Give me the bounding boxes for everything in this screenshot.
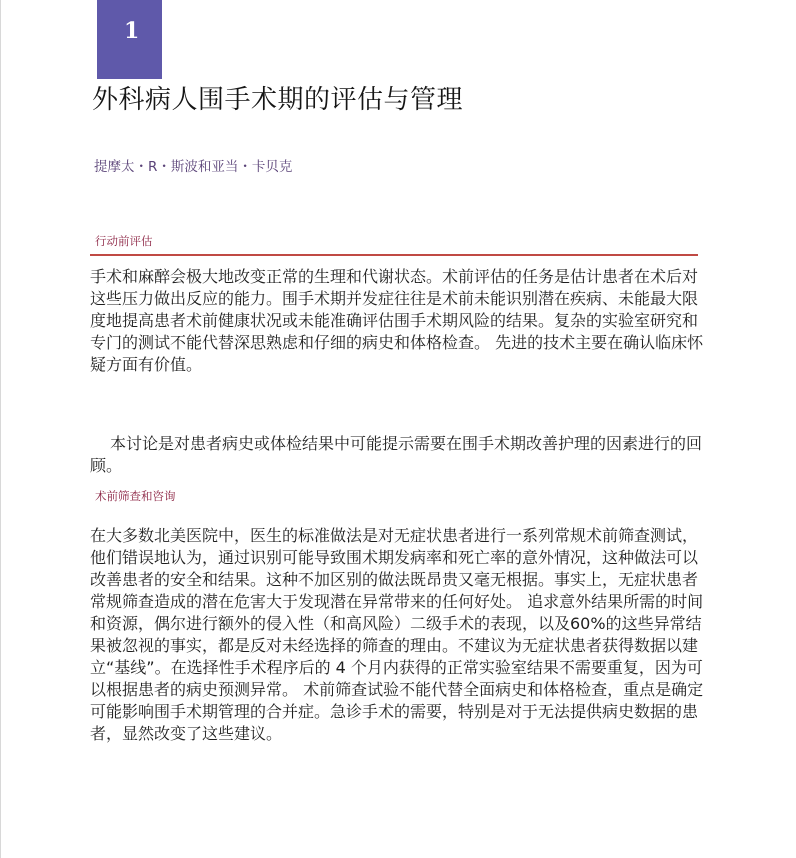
page-edge-line xyxy=(0,0,1,858)
section-label-preoperative-assessment: 行动前评估 xyxy=(95,234,153,248)
section-1-paragraph-2-text: 本讨论是对患者病史或体检结果中可能提示需要在围手术期改善护理的因素进行的回顾。 xyxy=(90,434,703,475)
chapter-authors: 提摩太・R・斯波和亚当・卡贝克 xyxy=(94,159,293,175)
section-2-paragraph-1: 在大多数北美医院中，医生的标准做法是对无症状患者进行一系列常规术前筛查测试，他们错误地认为，通过识别可能导致围术期发病率和死亡率的意外情况，这种做法可以改善患者的安全和结果。这种不加区别的做法既昂贵又毫无根据。事实上，无症状患者常规筛查造成的潜在危害大于发现潜在异常带来的任何好处。 追求意外结果所需的时间和资源，偶尔进行额外的侵入性（和高风险）二级手术的表现，以及60%的这些异常结果被忽视的事实，都是反对未经选择的筛查的理由。不建议为无症状患者获得数据以建立“基线”。在选择性手术程序后的 4 个月内获得的正常实验室结果不需要重复，因为可以根据患者的病史预测异常。 术前筛查试验不能代替全面病史和体格检查，重点是确定可能影响围手术期管理的合并症。急诊手术的需要，特别是对于无法提供病史数据的患者，显然改变了这些建议。 xyxy=(90,526,704,743)
section-label-preoperative-screening: 术前筛查和咨询 xyxy=(95,489,176,503)
chapter-title: 外科病人围手术期的评估与管理 xyxy=(92,85,464,115)
section-1-paragraph-1: 手术和麻醉会极大地改变正常的生理和代谢状态。术前评估的任务是估计患者在术后对这些压力做出反应的能力。围手术期并发症往往是术前未能识别潜在疾病、未能最大限度地提高患者术前健康状况或未能准确评估围手术期风险的结果。复杂的实验室研究和专门的测试不能代替深思熟虑和仔细的病史和体格检查。 先进的技术主要在确认临床怀疑方面有价值。 xyxy=(90,267,704,374)
section-divider xyxy=(90,254,698,256)
section-1-paragraph-2 xyxy=(90,433,710,477)
chapter-number: 1 xyxy=(124,18,140,44)
